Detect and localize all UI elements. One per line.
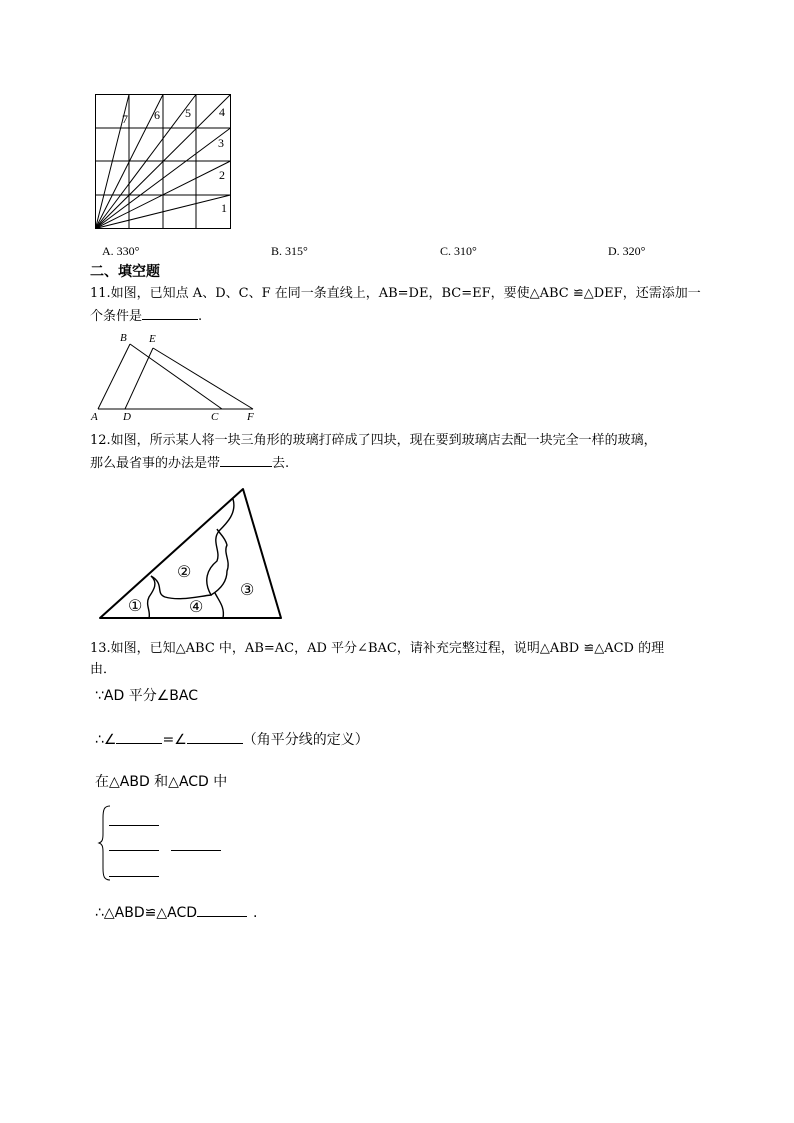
conclusion-blank[interactable]	[197, 903, 247, 917]
angle-grid-figure	[92, 92, 242, 234]
piece-1-label: ①	[128, 598, 143, 615]
choice-a: A. 330°	[102, 244, 140, 258]
grid-number-3: 3	[218, 136, 224, 150]
segment-ef	[153, 348, 253, 409]
grid-number-1: 1	[221, 201, 227, 215]
crack-2	[151, 499, 234, 599]
angle-bisector-reason: （角平分线的定义）	[242, 732, 369, 748]
q13-step-1: ∵AD 平分∠BAC	[95, 688, 198, 704]
equals-angle-2: =∠	[162, 732, 187, 748]
q12-line-2-post: 去.	[272, 456, 290, 471]
label-b: B	[120, 332, 127, 344]
segment-ab	[98, 344, 130, 409]
q12-line-1: 12.如图，所示某人将一块三角形的玻璃打碎成了四块，现在要到玻璃店去配一块完全一样的玻璃，	[90, 433, 657, 448]
q13-step-3: 在△ABD 和△ACD 中	[95, 774, 228, 790]
q12-answer-blank[interactable]	[220, 453, 272, 467]
piece-4-label: ④	[189, 599, 204, 616]
q12-line-2-pre: 那么最省事的办法是带	[90, 456, 221, 471]
angle-blank-1[interactable]	[116, 730, 162, 744]
condition-blank-3[interactable]	[109, 876, 159, 877]
label-d: D	[123, 411, 131, 423]
label-f: F	[247, 411, 254, 423]
label-e: E	[149, 333, 156, 345]
triangles-figure	[88, 328, 263, 424]
q11-line-2-text: 个条件是	[90, 309, 143, 324]
label-a: A	[91, 411, 98, 423]
q13-line-2: 由．	[90, 662, 117, 677]
choice-d: D. 320°	[608, 244, 646, 258]
q11-line-2	[90, 306, 202, 326]
condition-blank-1[interactable]	[109, 825, 159, 826]
grid-number-2: 2	[219, 168, 225, 182]
grid-number-6: 6	[154, 108, 160, 122]
segment-bc	[130, 344, 222, 409]
angle-blank-2[interactable]	[187, 730, 243, 744]
piece-3-label: ③	[240, 582, 255, 599]
grid-number-7: 7	[122, 112, 128, 126]
piece-2-label: ②	[177, 564, 192, 581]
q13-step-4	[95, 903, 257, 921]
brace	[97, 804, 113, 882]
crack-3	[211, 529, 228, 595]
therefore-angle-1: ∴∠	[95, 732, 117, 748]
q12-line-2	[90, 453, 289, 473]
q11-line-1: 11.如图，已知点 A、D、C、F 在同一条直线上，AB=DE，BC=EF，要使△ABC ≌△DEF，还需添加一	[90, 286, 701, 301]
grid-number-4: 4	[219, 105, 225, 119]
crack-1	[148, 576, 155, 618]
section-heading: 二、填空题	[90, 264, 160, 280]
q13-line-1: 13.如图，已知△ABC 中，AB=AC，AD 平分∠BAC，请补充完整过程，说明△ABD ≌△ACD 的理	[90, 641, 665, 656]
grid-number-5: 5	[185, 106, 191, 120]
crack-4	[215, 593, 223, 618]
segment-de	[125, 348, 153, 409]
choice-b: B. 315°	[271, 244, 308, 258]
conclusion-end: .	[253, 905, 258, 921]
q13-step-2	[95, 729, 369, 749]
condition-blank-2b[interactable]	[171, 850, 221, 851]
choice-c: C. 310°	[440, 244, 477, 258]
q11-end: .	[198, 309, 203, 324]
conclusion-text: ∴△ABD≌△ACD	[95, 905, 198, 921]
broken-glass-figure	[95, 485, 285, 625]
label-c: C	[211, 411, 219, 423]
condition-blank-2[interactable]	[109, 850, 159, 851]
q11-answer-blank[interactable]	[142, 306, 198, 320]
